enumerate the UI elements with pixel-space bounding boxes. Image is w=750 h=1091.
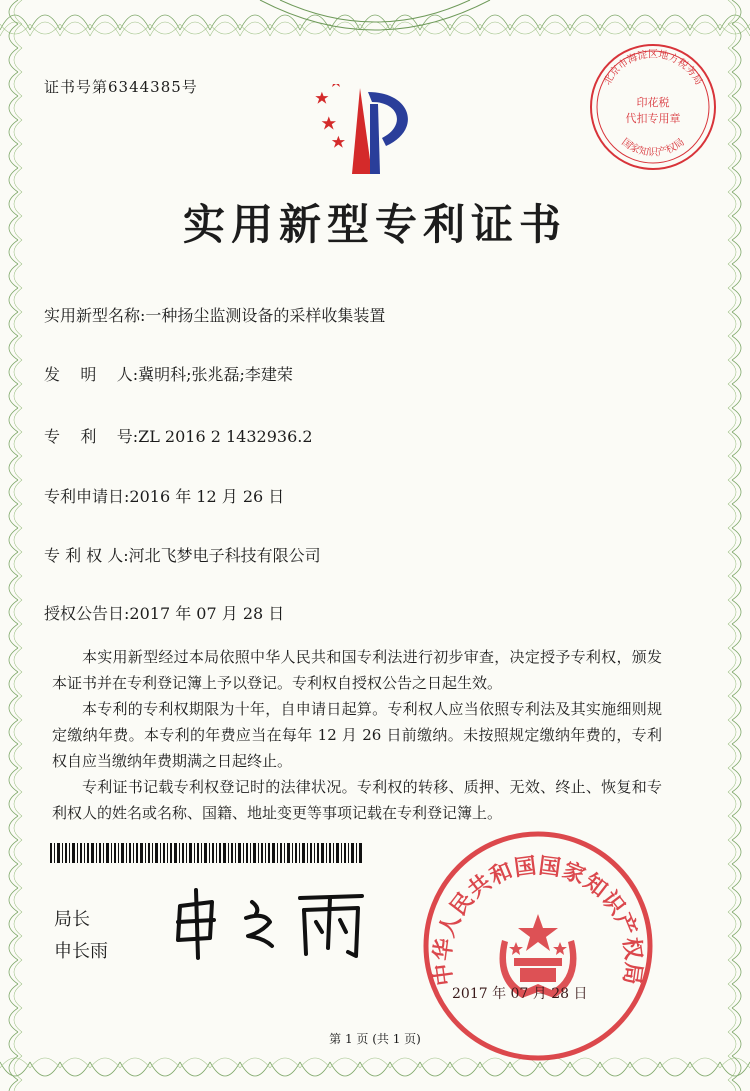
field-label: 实用新型名称: (44, 306, 146, 325)
body-paragraph: 本实用新型经过本局依照中华人民共和国专利法进行初步审查，决定授予专利权，颁发本证书并在专利登记簿上予以登记。专利权自授权公告之日起生效。 (52, 648, 662, 692)
seal-ring-text: 中华人民共和国国家知识产权局 (430, 853, 646, 987)
field-value: 2017 年 07 月 28 日 (129, 604, 285, 623)
certificate-title: 实用新型专利证书 (182, 200, 567, 249)
stamp-bottom-text: 国家知识产权局 (619, 136, 687, 159)
certificate-number: 证书号第6344385号 (44, 78, 198, 96)
page-footer: 第 1 页 (共 1 页) (329, 1032, 421, 1046)
field-patentee (44, 543, 321, 566)
field-label: 专利申请日: (44, 487, 130, 506)
field-value: 2016 年 12 月 26 日 (129, 487, 285, 506)
seal-date: 2017 年 07 月 28 日 (452, 986, 588, 1002)
body-paragraph: 专利证书记载专利权登记时的法律状况。专利权的转移、质押、无效、终止、恢复和专利权人的姓名或名称、国籍、地址变更等事项记载在专利登记簿上。 (52, 778, 662, 822)
svg-text:国家知识产权局 (619, 136, 687, 159)
certificate-body (52, 644, 662, 826)
field-application-date (44, 484, 284, 507)
left-guilloche-border (0, 0, 26, 1091)
stamp-ring-text: 北京市海淀区地方税务局 (602, 49, 704, 88)
patent-office-logo (312, 84, 430, 176)
office-seal (422, 830, 654, 1062)
field-label: 专 利 号: (44, 427, 139, 446)
tax-stamp (586, 40, 720, 174)
field-label: 发 明 人: (44, 365, 139, 384)
right-guilloche-border (724, 0, 750, 1091)
field-grant-date (44, 601, 284, 624)
field-utility-model-name (44, 303, 385, 326)
barcode (50, 843, 362, 863)
field-value: 冀明科;张兆磊;李建荣 (138, 365, 293, 384)
svg-text:北京市海淀区地方税务局 (601, 48, 705, 88)
field-value: 河北飞梦电子科技有限公司 (128, 546, 321, 565)
field-inventors (44, 362, 293, 385)
stamp-center-line: 代扣专用章 (625, 112, 681, 125)
field-label: 专 利 权 人: (44, 546, 129, 565)
field-patent-number (44, 424, 313, 447)
signatory-title: 局长 (54, 909, 90, 930)
signatory-name: 申长雨 (54, 941, 108, 962)
field-value: ZL 2016 2 1432936.2 (138, 427, 313, 446)
field-value: 一种扬尘监测设备的采样收集装置 (145, 306, 386, 325)
handwritten-signature (172, 888, 368, 960)
body-paragraph: 本专利的专利权期限为十年，自申请日起算。专利权人应当依照专利法及其实施细则规定缴纳年费。本专利的年费应当在每年 12 月 26 日前缴纳。未按照规定缴纳年费的，专利权自应当缴纳年费期满之日起终止。 (52, 700, 662, 770)
stamp-center-line: 印花税 (636, 96, 670, 109)
field-label: 授权公告日: (44, 604, 130, 623)
